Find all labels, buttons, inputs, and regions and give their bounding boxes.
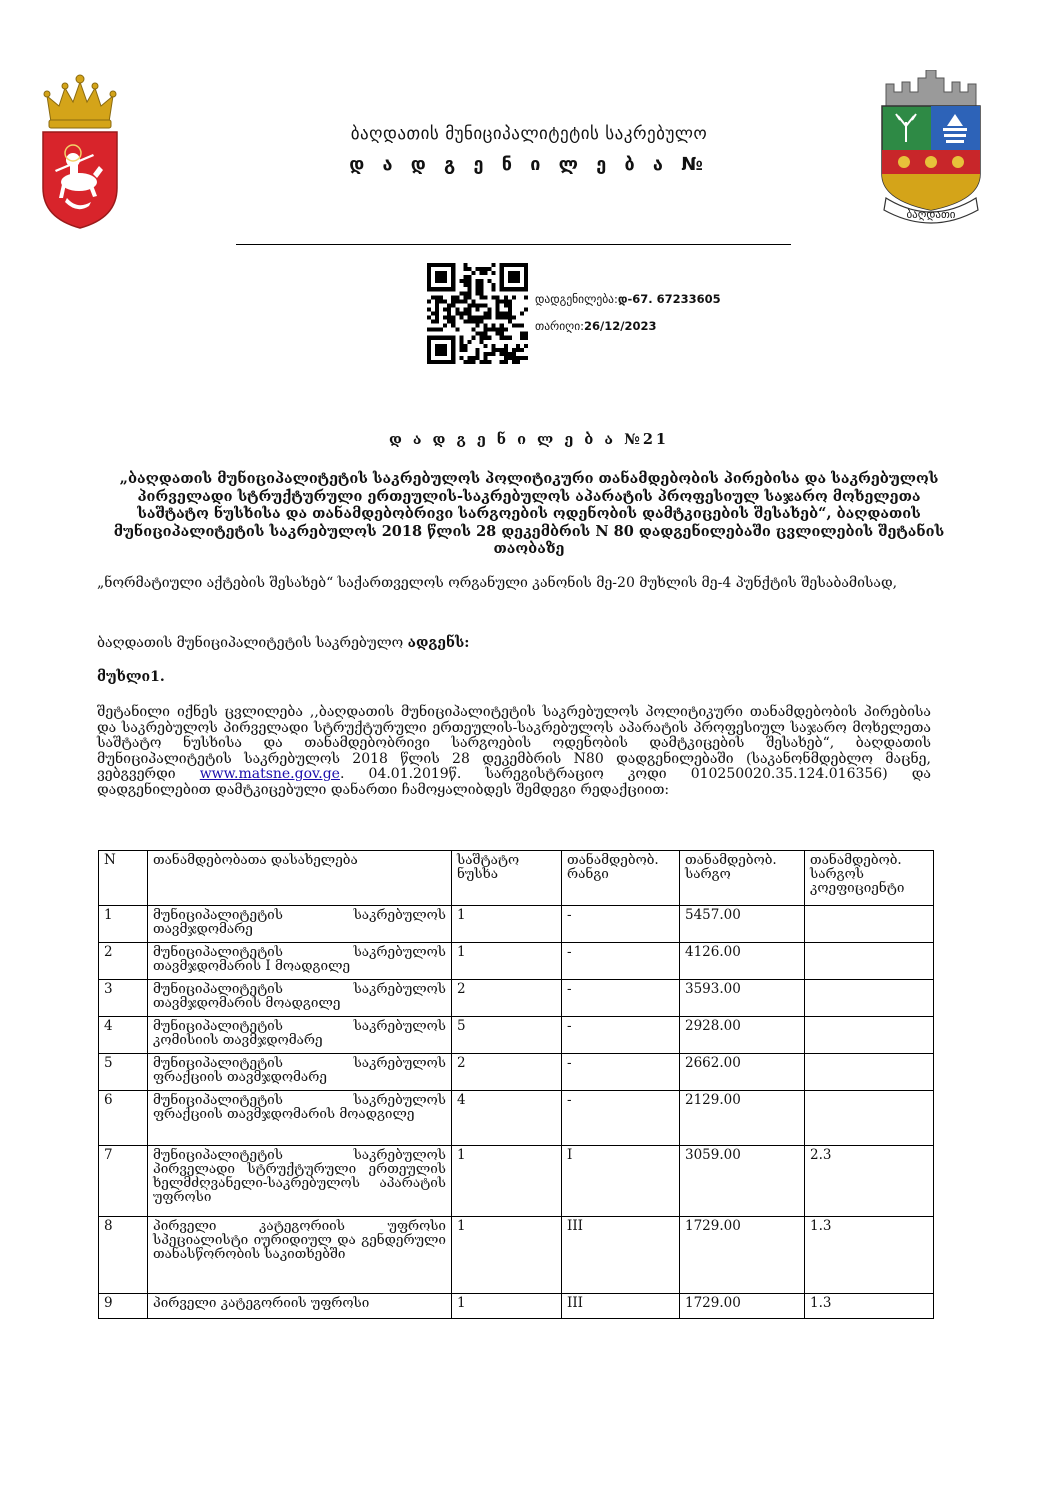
table-cell: 1729.00 — [680, 1294, 805, 1319]
table-cell: 9 — [99, 1294, 148, 1319]
table-cell-name: პირველი კატეგორიის უფროსი — [148, 1294, 452, 1319]
table-cell: - — [562, 1054, 680, 1091]
table-cell — [805, 1017, 934, 1054]
table-cell: 5 — [99, 1054, 148, 1091]
article-heading: მუხლი1. — [97, 669, 165, 685]
table-cell-name: მუნიციპალიტეტის საკრებულოს თავმჯდომარე — [148, 906, 452, 943]
table-cell — [805, 943, 934, 980]
table-cell: 6 — [99, 1091, 148, 1146]
table-cell — [805, 1091, 934, 1146]
table-cell: III — [562, 1217, 680, 1294]
table-row — [99, 943, 934, 980]
table-row — [99, 1217, 934, 1294]
svg-text:ბაღდათი: ბაღდათი — [906, 208, 956, 221]
table-header-cell: თანამდებობ. სარგოს კოეფიციენტი — [805, 851, 934, 906]
registration-date — [535, 319, 656, 333]
table-cell: 2129.00 — [680, 1091, 805, 1146]
registration-number-value: დ-67. 67233605 — [617, 292, 721, 306]
table-cell: 2 — [452, 980, 562, 1017]
table-cell: 3 — [99, 980, 148, 1017]
table-cell: 1 — [452, 1294, 562, 1319]
baghdati-coat-of-arms-icon — [872, 70, 990, 230]
table-header-cell: თანამდებობ. სარგო — [680, 851, 805, 906]
table-cell: 4 — [452, 1091, 562, 1146]
decree-text: ბაღდათის მუნიციპალიტეტის საკრებულო — [97, 635, 404, 651]
qr-code-icon — [427, 263, 528, 364]
table-cell-name: მუნიციპალიტეტის საკრებულოს თავმჯდომარის მოადგილე — [148, 980, 452, 1017]
council-header: ბაღდათის მუნიციპალიტეტის საკრებულო — [350, 124, 708, 144]
table-cell: 2928.00 — [680, 1017, 805, 1054]
table-cell: 3059.00 — [680, 1146, 805, 1217]
table-cell — [805, 980, 934, 1017]
table-row — [99, 1146, 934, 1217]
table-cell-name: მუნიციპალიტეტის საკრებულოს ფრაქციის თავმჯდომარის მოადგილე — [148, 1091, 452, 1146]
resolution-header: დ ა დ გ ე ნ ი ლ ე ბ ა № — [349, 154, 709, 175]
table-row — [99, 980, 934, 1017]
table-header-cell: თანამდებობათა დასახელება — [148, 851, 452, 906]
table-cell: 1 — [452, 906, 562, 943]
table-row — [99, 1294, 934, 1319]
table-header-cell: თანამდებობ. რანგი — [562, 851, 680, 906]
table-cell: 2662.00 — [680, 1054, 805, 1091]
table-cell: I — [562, 1146, 680, 1217]
document-title: დ ა დ გ ე ნ ი ლ ე ბ ა №21 — [388, 431, 670, 448]
table-cell: 1 — [452, 1146, 562, 1217]
matsne-link[interactable]: www.matsne.gov.ge — [199, 766, 340, 782]
registration-date-value: 26/12/2023 — [584, 319, 657, 333]
registration-date-label: თარიღი: — [535, 319, 585, 333]
table-cell: III — [562, 1294, 680, 1319]
table-cell: - — [562, 1091, 680, 1146]
table-row — [99, 1017, 934, 1054]
table-cell: 2 — [452, 1054, 562, 1091]
decree-line — [97, 636, 931, 652]
table-cell: 4 — [99, 1017, 148, 1054]
table-header-cell: საშტატო ნუსხა — [452, 851, 562, 906]
article-body — [97, 705, 931, 798]
table-cell: 2 — [99, 943, 148, 980]
table-cell: 5457.00 — [680, 906, 805, 943]
table-cell: 5 — [452, 1017, 562, 1054]
table-row — [99, 1054, 934, 1091]
registration-number-label: დადგენილება: — [535, 292, 618, 306]
table-row — [99, 906, 934, 943]
table-cell: 8 — [99, 1217, 148, 1294]
table-cell-name: პირველი კატეგორიის უფროსი სპეციალისტი იურიდიულ და გენდერული თანასწორობის საკითხებში — [148, 1217, 452, 1294]
table-header-row — [99, 851, 934, 906]
table-cell: 1 — [99, 906, 148, 943]
registration-number — [535, 292, 721, 306]
table-cell: 1729.00 — [680, 1217, 805, 1294]
header-divider — [236, 244, 791, 245]
table-cell-name: მუნიციპალიტეტის საკრებულოს პირველადი სტრუქტურული ერთეულის ხელმძღვანელი-საკრებულოს აპარატის უფროსი — [148, 1146, 452, 1217]
table-header-cell: N — [99, 851, 148, 906]
table-cell: - — [562, 1017, 680, 1054]
table-cell: - — [562, 906, 680, 943]
table-cell — [805, 906, 934, 943]
table-cell: 4126.00 — [680, 943, 805, 980]
article-body-part2: . 04.01.2019წ. სარეგისტრაციო კოდი 010250020.35.124.016356) და დადგენილებით დამტკიცებული დანართი ჩამოყალიბდეს შემდეგი რედაქციით: — [97, 766, 931, 798]
table-cell: 7 — [99, 1146, 148, 1217]
table-cell: 3593.00 — [680, 980, 805, 1017]
table-cell: - — [562, 943, 680, 980]
preamble: „ნორმატიული აქტების შესახებ“ საქართველოს ორგანული კანონის მე-20 მუხლის მე-4 პუნქტის შესაბამისად, — [97, 575, 898, 591]
table-cell: 1.3 — [805, 1294, 934, 1319]
table-cell: 1.3 — [805, 1217, 934, 1294]
decree-bold: ადგენს: — [407, 635, 470, 651]
table-cell: 2.3 — [805, 1146, 934, 1217]
table-cell: - — [562, 980, 680, 1017]
table-cell-name: მუნიციპალიტეტის საკრებულოს კომისიის თავმჯდომარე — [148, 1017, 452, 1054]
table-cell-name: მუნიციპალიტეტის საკრებულოს ფრაქციის თავმჯდომარე — [148, 1054, 452, 1091]
table-cell — [805, 1054, 934, 1091]
table-cell-name: მუნიციპალიტეტის საკრებულოს თავმჯდომარის I მოადგილე — [148, 943, 452, 980]
table-cell: 1 — [452, 943, 562, 980]
table-row — [99, 1091, 934, 1146]
staff-table — [98, 850, 934, 1319]
georgia-coat-of-arms-icon — [33, 70, 128, 230]
document-subtitle: „ბაღდათის მუნიციპალიტეტის საკრებულოს პოლიტიკური თანამდებობის პირებისა და საკრებულოს პირველადი სტრუქტურული ერთეულის-საკრებულოს აპარატის პროფესიულ საჯარო მოხელეთა საშტატო ნუსხისა და თანამდებობრივი სარგოების ოდენობის დამტკიცების შესახებ“, ბაღდათის მუნიციპალიტეტის საკრებულოს 2018 წლის 28 დეკემბრის N 80 დადგენილებაში ცვლილების შეტანის თაობაზე — [113, 470, 945, 557]
article-body-part1: შეტანილი იქნეს ცვლილება ,,ბაღდათის მუნიციპალიტეტის საკრებულოს პოლიტიკური თანამდებობის პირებისა და საკრებულოს პირველადი სტრუქტურული ერთეულის-საკრებულოს აპარატის პროფესიულ საჯარო მოხელეთა საშტატო ნუსხისა და თანამდებობრივი სარგოების ოდენობის დამტკიცების შესახებ“, ბაღდათის მუნიციპალიტეტის საკრებულოს 2018 წლის 28 დეკემბრის N80 დადგენილებაში (საკანონმდებლო მაცნე, ვებგვერდი — [97, 704, 931, 782]
table-cell: 1 — [452, 1217, 562, 1294]
